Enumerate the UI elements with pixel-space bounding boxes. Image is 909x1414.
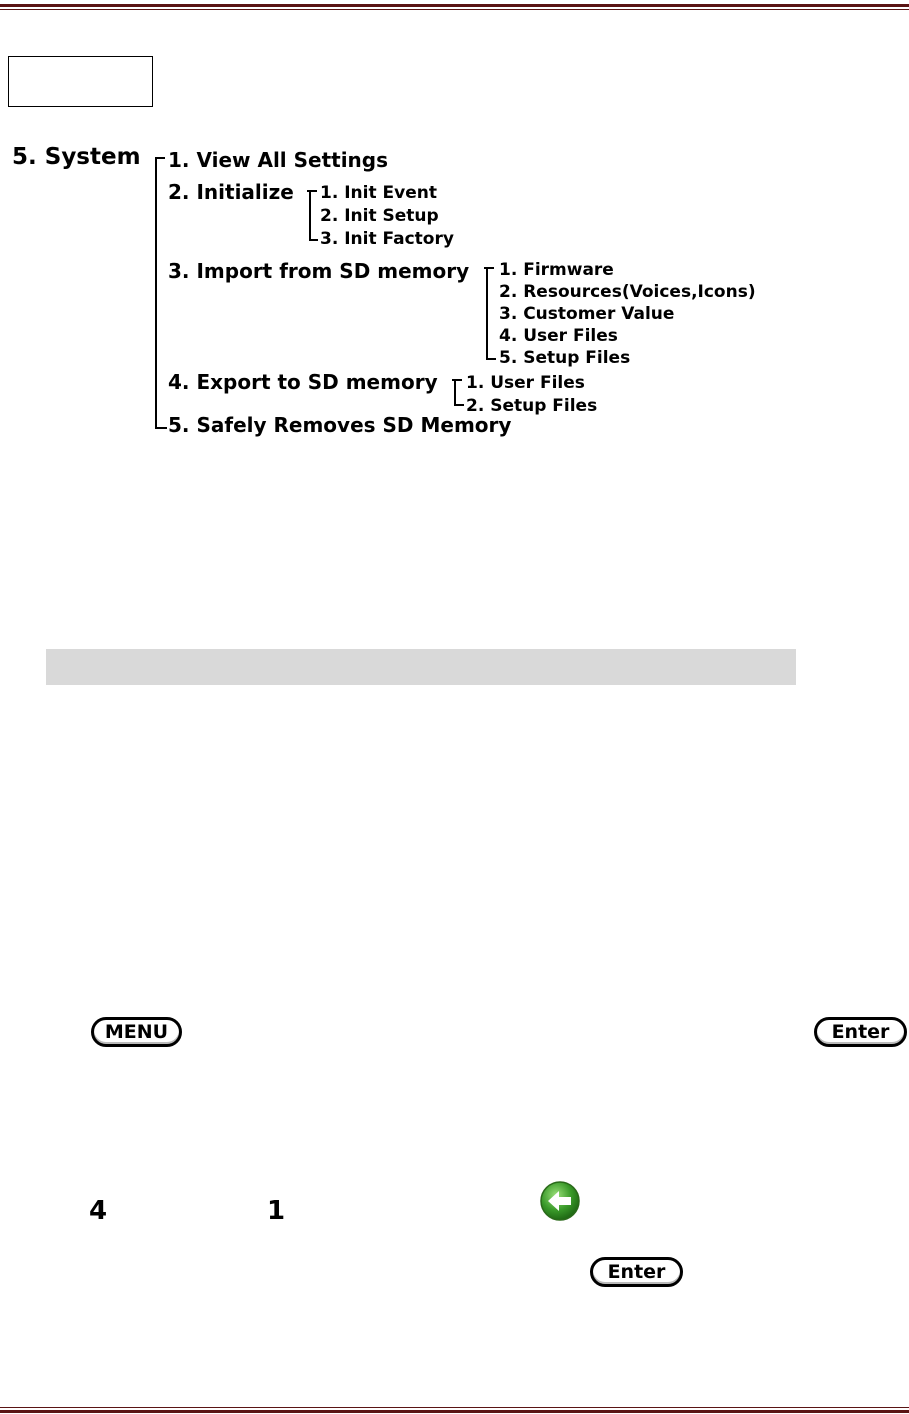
submenu-export-setup-files: 2. Setup Files [466, 396, 598, 416]
submenu-customer-value: 3. Customer Value [499, 304, 675, 324]
menu-item-import-sd: 3. Import from SD memory [168, 259, 470, 283]
submenu-init-setup: 2. Init Setup [320, 206, 439, 226]
top-rule [0, 4, 909, 10]
back-arrow-icon [539, 1180, 581, 1222]
bottom-rule [0, 1407, 909, 1413]
tree-trunk [155, 157, 157, 429]
menu-item-safely-remove: 5. Safely Removes SD Memory [168, 413, 512, 437]
digit-1-key: 1 [267, 1196, 286, 1226]
submenu-export-user-files: 1. User Files [466, 373, 585, 393]
digit-4-key: 4 [89, 1196, 108, 1226]
menu-key-icon: MENU [91, 1017, 182, 1047]
tree-branch [486, 358, 496, 360]
submenu-init-event: 1. Init Event [320, 183, 437, 203]
enter-key-icon-2: Enter [590, 1257, 683, 1287]
tree-trunk [454, 379, 456, 406]
section-heading-bar [46, 649, 796, 685]
menu-item-view-all-settings: 1. View All Settings [168, 148, 389, 172]
menu-item-export-sd: 4. Export to SD memory [168, 370, 438, 394]
submenu-resources: 2. Resources(Voices,Icons) [499, 282, 756, 302]
menu-root: 5. System [12, 144, 141, 170]
tree-trunk [309, 190, 311, 241]
section-label-box [8, 56, 153, 107]
submenu-import-user-files: 4. User Files [499, 326, 618, 346]
menu-item-initialize: 2. Initialize [168, 180, 294, 204]
tree-trunk [486, 267, 488, 360]
tree-branch [454, 404, 464, 406]
tree-branch [309, 239, 318, 241]
submenu-init-factory: 3. Init Factory [320, 229, 454, 249]
enter-key-icon: Enter [814, 1017, 907, 1047]
submenu-firmware: 1. Firmware [499, 260, 614, 280]
submenu-import-setup-files: 5. Setup Files [499, 348, 631, 368]
tree-branch [155, 427, 167, 429]
